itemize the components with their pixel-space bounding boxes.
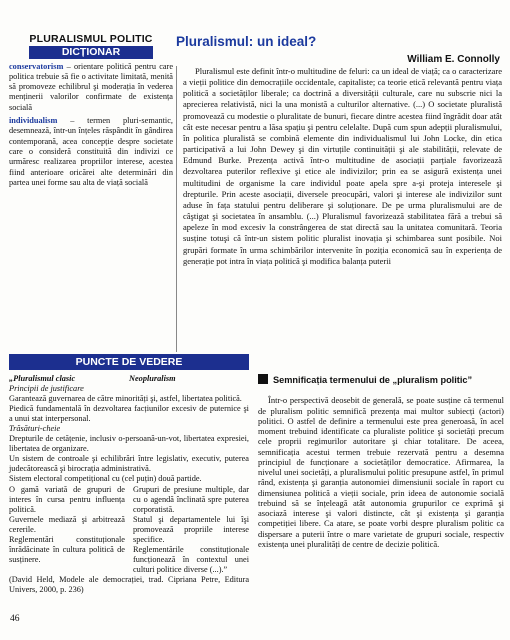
neo-item: Reglementările constituționale funcționează în contextul unei culturi politice diverse (...).” — [133, 544, 249, 574]
dictionary-label: DICȚIONAR — [29, 46, 153, 58]
term-meaning-section — [258, 374, 504, 549]
classic-item: Reglementări constituționale înrădăcinate în cultura politică de susținere. — [9, 534, 125, 564]
neo-item: Statul şi departamentele lui îşi promovează propriile interese specifice. — [133, 514, 249, 544]
justification-label: Principii de justificare — [9, 384, 84, 394]
classic-item: Guvernele mediază şi arbitrează cererile. — [9, 514, 125, 534]
dictionary-definition: – orientare politică pentru care politica trebuie să fie o activitate limitată, menită să promoveze echilibrul şi moderația în vederea menținerii valorilor confirmate de existența socială — [9, 61, 173, 112]
dictionary-entry — [9, 62, 173, 113]
dictionary-term: individualism — [9, 116, 58, 126]
dictionary-definition: – termen pluri-semantic, desemnează, într-un înțeles răspândit în gândirea contemporană, acea concepție despre societate care o consideră constituită din indivizi ce urmăresc realizarea propriilor interese, acestea fiind anterioare oricărei alte determinări din partea unei forme sau alta de viață socială — [9, 116, 173, 187]
classic-item: O gamă variată de grupuri de interes în cursa pentru influența politică. — [9, 484, 125, 514]
chapter-header: PLURALISMUL POLITIC — [29, 33, 153, 45]
classic-column — [9, 485, 125, 575]
term-meaning-title-text: Semnificația termenului de „pluralism politic” — [273, 375, 473, 385]
comparison-header — [9, 374, 249, 384]
neopluralism-header: Neopluralism — [129, 374, 176, 383]
page-number: 46 — [10, 614, 20, 624]
feature-item: Drepturile de cetățenie, inclusiv o-persoană-un-vot, libertatea expresiei, libertatea de organizare. — [9, 434, 249, 454]
points-of-view-label: PUNCTE DE VEDERE — [9, 354, 249, 370]
quote-box — [176, 66, 502, 352]
features-label: Trăsături-cheie — [9, 424, 61, 434]
term-meaning-paragraph: Într-o perspectivă deosebit de generală, se poate susține că termenul de pluralism politic semnifică prezența mai multor subiecți (actori) politici. O astfel de definire a termenului este prea generoasă, în acel moment trebuind identificate ca pluraliste politice şi societăți precum cele proprii regimurilor autoritare şi chiar totalitare. De aceea, semnificația acestui termen trebuie rezervată pentru a desemna principiul de funcționare a societăților democratice. Afirmarea, la nivelul unei societăți, a pluralismului politic presupune astfel, în primul rând, existența şi garanția autonomiei dimensiunii sociale în raport cu dimensiunea politică a vieții sociale, prin ideea de autonomie socială trebuind să se înțeleagă atât autonomia grupurilor ce exprimă şi asociază interese şi valori distincte, cât şi existența şi garanția competiției libere. Ca atare, se poate vorbi despre pluralism politic ca dispersare a puterii între o mare varietate de grupuri sociale, respectiv existența unei pluralități de centre de decizie politică. — [258, 395, 504, 549]
neopluralism-column — [133, 485, 249, 575]
comparison-section — [9, 374, 249, 595]
feature-item: Un sistem de controale şi echilibrări între legislativ, executiv, puterea judecătorească şi birocrația administrativă. — [9, 454, 249, 474]
citation: (David Held, Modele ale democrației, trad. Cipriana Petre, Editura Univers, 2000, p. 236) — [9, 574, 249, 594]
quote-text: Pluralismul este definit într-o multitudine de feluri: ca un ideal de viață; ca o caracterizare a vieții politice din democrațiile occidentale, capitaliste; ca teorie etică relevantă pentru viața politică a societăților liberale; ca doctrină a diversității culturale, care nu subscrie nici la aprecierea relativistă, nici la una monistă a culturilor alternative. (...) O societate pluralistă promovează cu modestie o pluralitate de bunuri, fiecare dintre acestea fiind îngrădit doar atât cât este necesar pentru a lăsa spațiu şi pentru celelalte. După cum spun adepții pluralismului, în politica pluralistă se combină elemente din individualismul lui John Locke, din etica participativă a lui John Dewey şi din virtuțile continuității şi ale stabilității, relevate de Edmund Burke. Prezența activă într-o multitudine de asociații parțiale favorizează dezvoltarea puterilor reflexive şi etice ale indivizilor; prin ea se asigură existența unei multitudini de organisme la care individul poate apela spre a-şi proteja interesele şi drepturile. Prin aceste asociații, diversele preocupări, valori şi interese ale indivizilor sunt aduse în fața statului pentru deliberare şi soluționare. De pe urma pluralismului are de câştigat şi societatea în ansamblu. (...) Pluralismul favorizează stabilitatea fără a trebui să apeleze în mod excesiv la constrângerea de stat directă sau la unitatea comunitară. Teoria susține totuşi că într-un sistem politic pluralist inovația şi schimbarea sunt posibile. Noi grupări formate în urma schimbărilor intervenite în poziția economică sau în experiența de generație pot intra în viața politică şi modifica balanța puterii — [183, 66, 502, 266]
comparison-columns — [9, 485, 249, 575]
dictionary-term: conservatorism — [9, 61, 64, 71]
sidebar — [9, 34, 173, 191]
classic-pluralism-header: „Pluralismul clasic — [9, 374, 76, 383]
justification-item: Garantează guvernarea de către minorități şi, astfel, libertatea politică. — [9, 394, 242, 404]
neo-item: Grupuri de presiune multiple, dar cu o agendă înclinată spre puterea corporatistă. — [133, 484, 249, 514]
term-meaning-title — [258, 374, 504, 385]
article-author: William E. Connolly — [407, 54, 500, 65]
dictionary-entry — [9, 116, 173, 188]
feature-item: Sistem electoral competițional cu (cel puțin) două partide. — [9, 474, 202, 484]
justification-item: Piedică fundamentală în dezvoltarea facțiunilor excesiv de puternice şi a unui stat interpersonal. — [9, 404, 249, 424]
square-bullet-icon — [258, 374, 268, 384]
article-title: Pluralismul: un ideal? — [176, 34, 317, 49]
